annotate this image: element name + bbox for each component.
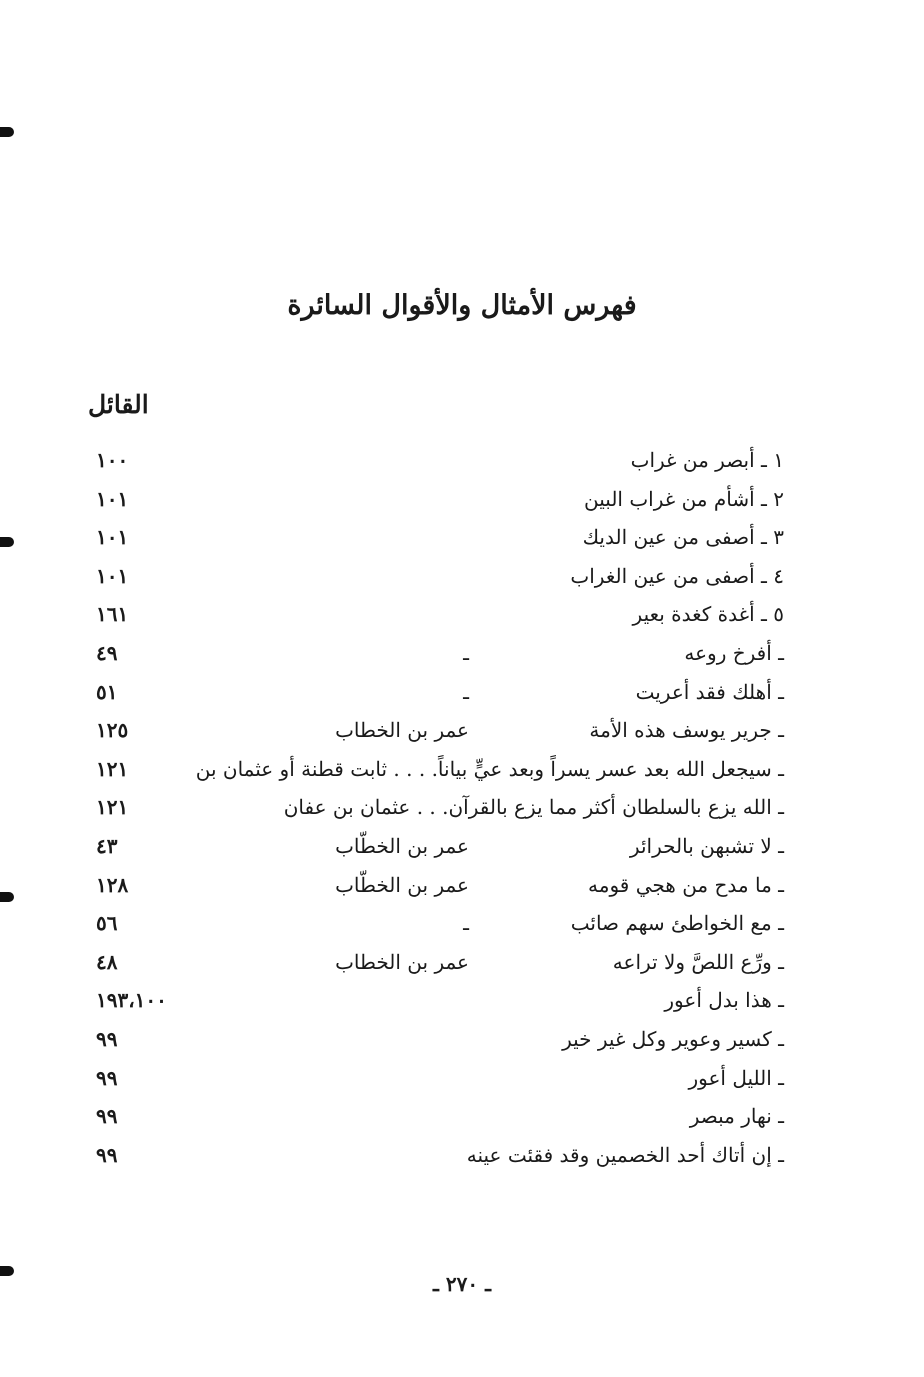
index-entry [0, 1143, 924, 1181]
entry-text: ٢ ـ أشأم من غراب البين [584, 487, 784, 511]
entry-page-number: ٥١ [96, 680, 118, 704]
entry-text: ـ نهار مبصر [689, 1104, 784, 1128]
entry-speaker: ـ [463, 641, 469, 665]
index-entry [0, 680, 924, 718]
entry-page-number: ٤٩ [96, 641, 118, 665]
entry-speaker: ـ [463, 911, 469, 935]
entry-text: ٥ ـ أغدة كغدة بعير [632, 602, 784, 626]
speaker-column-header: القائل [88, 390, 149, 419]
entry-speaker: عمر بن الخطاب [335, 950, 469, 974]
entry-page-number: ١٩٣،١٠٠ [96, 988, 167, 1012]
page-number: ـ ٢٧٠ ـ [433, 1272, 491, 1296]
index-entry [0, 487, 924, 525]
entry-text: ١ ـ أبصر من غراب [630, 448, 784, 472]
entry-text: ـ ورِّع اللصَّ ولا تراعه [612, 950, 784, 974]
entry-page-number: ١٢١ [96, 757, 129, 781]
entry-text: ـ الله يزع بالسلطان أكثر مما يزع بالقرآن. . . عثمان بن عفان [283, 795, 784, 819]
entry-speaker: عمر بن الخطاب [335, 718, 469, 742]
scan-margin-mark [0, 1266, 14, 1276]
page-title: فهرس الأمثال والأقوال السائرة [287, 290, 637, 321]
entry-text: ـ مع الخواطئ سهم صائب [570, 911, 784, 935]
index-entry [0, 525, 924, 563]
entry-speaker: عمر بن الخطّاب [335, 873, 469, 897]
entry-page-number: ١٢٥ [96, 718, 129, 742]
entry-text: ـ سيجعل الله بعد عسر يسراً وبعد عيٍّ بياناً. . . . ثابت قطنة أو عثمان بن [195, 757, 784, 781]
entry-text: ـ أهلك فقد أعريت [635, 680, 784, 704]
entry-page-number: ١٦١ [96, 602, 129, 626]
entry-text: ـ جرير يوسف هذه الأمة [589, 718, 784, 742]
entry-page-number: ٤٨ [96, 950, 118, 974]
index-entry [0, 1104, 924, 1142]
index-entry [0, 950, 924, 988]
index-entry [0, 1027, 924, 1065]
entry-page-number: ١٠١ [96, 564, 129, 588]
index-entry [0, 795, 924, 833]
index-entry [0, 641, 924, 679]
entry-speaker: ـ [463, 680, 469, 704]
entry-text: ـ الليل أعور [688, 1066, 784, 1090]
entry-text: ـ كسير وعوير وكل غير خير [562, 1027, 784, 1051]
entry-page-number: ١٠١ [96, 525, 129, 549]
scan-margin-mark [0, 537, 14, 547]
index-entry [0, 988, 924, 1026]
entry-text: ـ لا تشبهن بالحرائر [629, 834, 784, 858]
entry-page-number: ٩٩ [96, 1066, 118, 1090]
entry-text: ـ ما مدح من هجي قومه [588, 873, 784, 897]
scan-margin-mark [0, 892, 14, 902]
entry-page-number: ١٠٠ [96, 448, 129, 472]
index-entry [0, 834, 924, 872]
entry-text: ـ هذا بدل أعور [664, 988, 784, 1012]
entry-speaker: عمر بن الخطّاب [335, 834, 469, 858]
entry-text: ٤ ـ أصفى من عين الغراب [570, 564, 784, 588]
index-entry [0, 911, 924, 949]
index-entry [0, 564, 924, 602]
entry-text: ٣ ـ أصفى من عين الديك [582, 525, 784, 549]
entry-text: ـ أفرخ روعه [684, 641, 784, 665]
entry-page-number: ١٢١ [96, 795, 129, 819]
entry-page-number: ٤٣ [96, 834, 118, 858]
entry-page-number: ٩٩ [96, 1104, 118, 1128]
index-entry [0, 873, 924, 911]
entry-page-number: ٩٩ [96, 1027, 118, 1051]
index-entry [0, 602, 924, 640]
index-entry [0, 1066, 924, 1104]
index-entry [0, 448, 924, 486]
entry-page-number: ٩٩ [96, 1143, 118, 1167]
index-entry [0, 718, 924, 756]
entry-page-number: ١٠١ [96, 487, 129, 511]
entry-page-number: ٥٦ [96, 911, 118, 935]
entry-text: ـ إن أتاك أحد الخصمين وقد فقئت عينه [466, 1143, 784, 1167]
entry-page-number: ١٢٨ [96, 873, 129, 897]
index-entry [0, 757, 924, 795]
scan-margin-mark [0, 127, 14, 137]
